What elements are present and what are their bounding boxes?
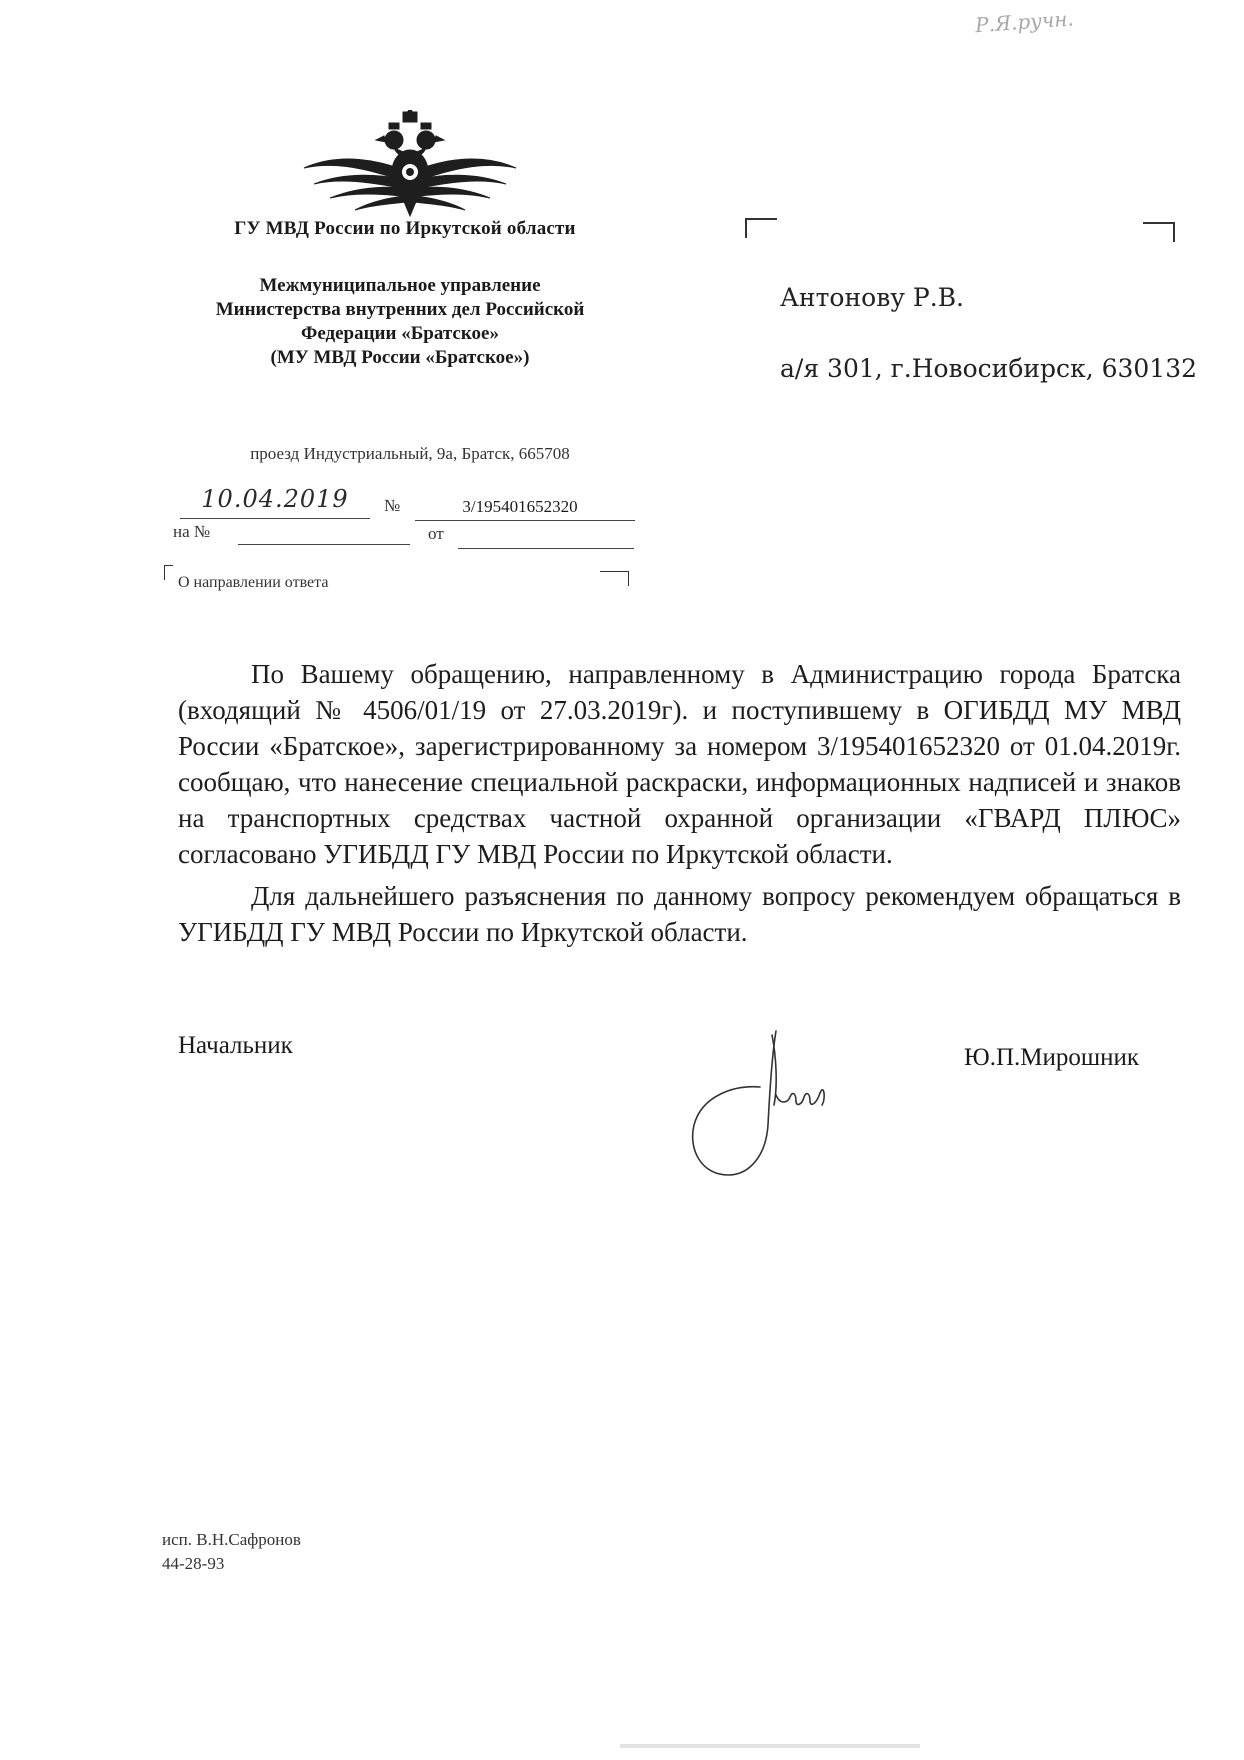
mvd-emblem-icon bbox=[300, 110, 520, 220]
organization-line: Министерства внутренних дел Российской bbox=[215, 299, 585, 320]
scan-artifact bbox=[620, 1744, 920, 1748]
reply-to-underline bbox=[238, 544, 410, 545]
subject-left-bracket bbox=[164, 565, 173, 580]
from-label: от bbox=[428, 524, 444, 543]
reply-to-label: на № bbox=[173, 522, 211, 541]
subject-line: О направлении ответа bbox=[178, 574, 329, 591]
recipient-name: Антонову Р.В. bbox=[780, 283, 965, 312]
executor-name: исп. В.Н.Сафронов bbox=[162, 1530, 301, 1549]
signer-name: Ю.П.Мирошник bbox=[964, 1044, 1140, 1071]
organization-name-block bbox=[160, 274, 640, 370]
corner-handwritten-note: Р.Я.ручн. bbox=[974, 6, 1075, 38]
organization-line: (МУ МВД России «Братское») bbox=[270, 347, 530, 368]
recipient-address: а/я 301, г.Новосибирск, 630132 bbox=[780, 354, 1198, 383]
handwritten-signature bbox=[680, 1025, 860, 1185]
recipient-left-bracket bbox=[745, 218, 777, 238]
recipient-right-bracket bbox=[1143, 222, 1175, 242]
sender-address: проезд Индустриальный, 9а, Братск, 665708 bbox=[250, 444, 570, 463]
number-label: № bbox=[384, 496, 401, 515]
handwritten-date: 10.04.2019 bbox=[201, 485, 349, 513]
organization-line: Межмуниципальное управление bbox=[259, 275, 541, 296]
signer-position: Начальник bbox=[178, 1032, 293, 1059]
organization-line: Федерации «Братское» bbox=[301, 323, 499, 344]
registration-number: 3/195401652320 bbox=[462, 497, 578, 516]
letter-body bbox=[178, 656, 1181, 950]
number-underline bbox=[415, 520, 635, 521]
date-underline bbox=[180, 518, 370, 519]
executor-phone: 44-28-93 bbox=[162, 1554, 225, 1573]
from-underline bbox=[458, 548, 634, 549]
department-title: ГУ МВД России по Иркутской области bbox=[234, 218, 576, 239]
subject-right-bracket bbox=[600, 571, 629, 586]
executor-block bbox=[162, 1528, 301, 1576]
body-paragraph: По Вашему обращению, направленному в Администрацию города Братска (входящий № 4506/01/19 от 27.03.2019г). и поступившему в ОГИБДД МУ МВД России «Братское», зарегистрированному за номером 3/195401652320 от 01.04.2019г. сообщаю, что нанесение специальной раскраски, информационных надписей и знаков на транспортных средствах частной охранной организации «ГВАРД ПЛЮС» согласовано УГИБДД ГУ МВД России по Иркутской области. bbox=[178, 659, 1181, 869]
body-paragraph: Для дальнейшего разъяснения по данному вопросу рекомендуем обращаться в УГИБДД ГУ МВД России по Иркутской области. bbox=[178, 881, 1181, 947]
